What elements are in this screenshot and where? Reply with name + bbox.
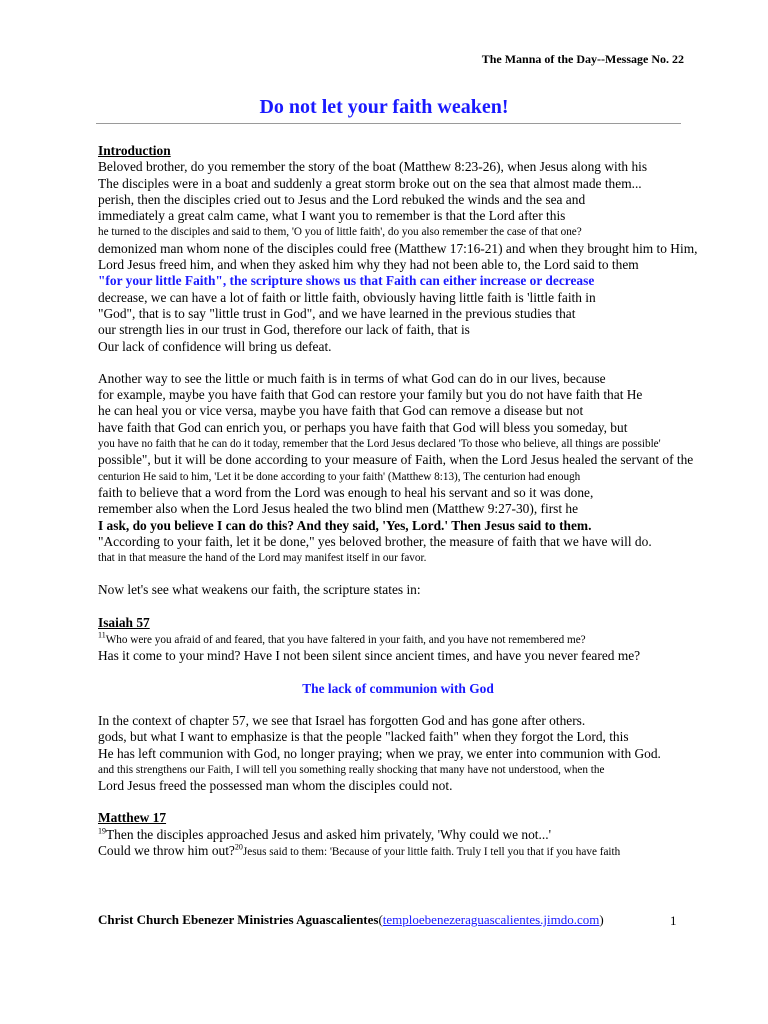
footer-open-paren: ( [378, 912, 383, 927]
isaiah-heading: Isaiah 57 [98, 614, 150, 630]
footer-website-link[interactable]: temploebenezeraguascalientes.jimdo.com [382, 912, 600, 927]
para2-line: Another way to see the little or much faith is in terms of what God can do in our lives, because [98, 370, 606, 386]
matthew-heading: Matthew 17 [98, 810, 167, 826]
matthew-verse-text: Could we throw him out? [98, 842, 235, 858]
para2-line: remember also when the Lord Jesus healed the two blind men (Matthew 9:27-30), first he [98, 501, 579, 517]
matthew-verse-line [98, 827, 764, 843]
verse-number: 11 [98, 630, 106, 640]
footer-close-paren: ) [599, 912, 604, 927]
paragraph-gap [98, 355, 764, 371]
para2-bold-line: I ask, do you believe I can do this? And they said, 'Yes, Lord.' Then Jesus said to them. [98, 517, 592, 533]
para4-line: In the context of chapter 57, we see that Israel has forgotten God and has gone after others. [98, 712, 586, 728]
isaiah-verse-text: Who were you afraid of and feared, that you have faltered in your faith, and you have not remembered me? [105, 634, 586, 647]
intro-heading: Introduction [98, 143, 171, 158]
para4-line: and this strengthens our Faith, I will tell you something really shocking that many have not understood, when the [98, 763, 605, 776]
para2-line: "According to your faith, let it be done," yes beloved brother, the measure of faith that we have will do. [98, 533, 652, 549]
paragraph-gap [98, 665, 764, 681]
intro-line: Lord Jesus freed him, and when they asked him why they had not been able to, the Lord said to them [98, 257, 639, 273]
verse-number: 20 [234, 842, 243, 852]
paragraph-gap [98, 566, 764, 582]
para2-line: centurion He said to him, 'Let it be done according to your faith' (Matthew 8:13), The centurion had enough [98, 470, 581, 483]
intro-line: The disciples were in a boat and suddenly a great storm broke out on the sea that almost made them... [98, 175, 642, 191]
intro-emphasis-line: "for your little Faith", the scripture shows us that Faith can either increase or decrease [98, 273, 595, 289]
section-subheading: The lack of communion with God [302, 680, 494, 696]
para3-line: Now let's see what weakens our faith, the scripture states in: [98, 582, 421, 598]
intro-line: Beloved brother, do you remember the story of the boat (Matthew 8:23-26), when Jesus along with his [98, 159, 648, 175]
title-divider [96, 123, 681, 124]
intro-line: Our lack of confidence will bring us defeat. [98, 338, 332, 354]
intro-line: our strength lies in our trust in God, therefore our lack of faith, that is [98, 322, 470, 338]
para2-line: you have no faith that he can do it today, remember that the Lord Jesus declared 'To those who believe, all things are possible' [98, 438, 661, 451]
matthew-verse-text: Then the disciples approached Jesus and asked him privately, 'Why could we not...' [106, 826, 551, 842]
matthew-verse-text: Jesus said to them: 'Because of your little faith. Truly I tell you that if you have faith [242, 845, 621, 858]
matthew-verse-line [98, 843, 764, 860]
intro-line: decrease, we can have a lot of faith or little faith, obviously having little faith is 'little faith in [98, 289, 596, 305]
document-body [98, 143, 764, 860]
isaiah-verse-line [98, 631, 764, 648]
page-number: 1 [670, 913, 677, 928]
para4-line: He has left communion with God, no longer praying; when we pray, we enter into communion with God. [98, 745, 661, 761]
paragraph-gap [98, 794, 764, 810]
paragraph-gap [98, 697, 764, 713]
para4-line: Lord Jesus freed the possessed man whom the disciples could not. [98, 778, 453, 794]
intro-line: immediately a great calm came, what I want you to remember is that the Lord after this [98, 208, 566, 224]
para2-line: that in that measure the hand of the Lord may manifest itself in our favor. [98, 552, 427, 565]
para2-line: faith to believe that a word from the Lord was enough to heal his servant and so it was done, [98, 484, 594, 500]
footer-org: Christ Church Ebenezer Ministries Aguascalientes [98, 912, 379, 927]
verse-number: 19 [98, 826, 106, 836]
document-title: Do not let your faith weaken! [259, 96, 509, 118]
intro-line: "God", that is to say "little trust in God", and we have learned in the previous studies that [98, 305, 576, 321]
para2-line: have faith that God can enrich you, or perhaps you have faith that God will bless you someday, but [98, 419, 628, 435]
series-header: The Manna of the Day--Message No. 22 [481, 52, 684, 66]
intro-line: he turned to the disciples and said to them, 'O you of little faith', do you also remember the case of that one? [98, 226, 582, 239]
para2-line: for example, maybe you have faith that God can restore your family but you do not have faith that He [98, 387, 643, 403]
footer [98, 912, 698, 928]
intro-line: perish, then the disciples cried out to Jesus and the Lord rebuked the winds and the sea and [98, 191, 586, 207]
para4-line: gods, but what I want to emphasize is that the people "lacked faith" when they forgot the Lord, this [98, 729, 629, 745]
intro-line: demonized man whom none of the disciples could free (Matthew 17:16-21) and when they brought him to Him, [98, 240, 698, 256]
para2-line: possible", but it will be done according to your measure of Faith, when the Lord Jesus healed the servant of the [98, 452, 694, 468]
paragraph-gap [98, 599, 764, 615]
para2-line: he can heal you or vice versa, maybe you have faith that God can remove a disease but not [98, 403, 584, 419]
isaiah-verse-line: Has it come to your mind? Have I not been silent since ancient times, and have you never feared me? [98, 648, 641, 664]
